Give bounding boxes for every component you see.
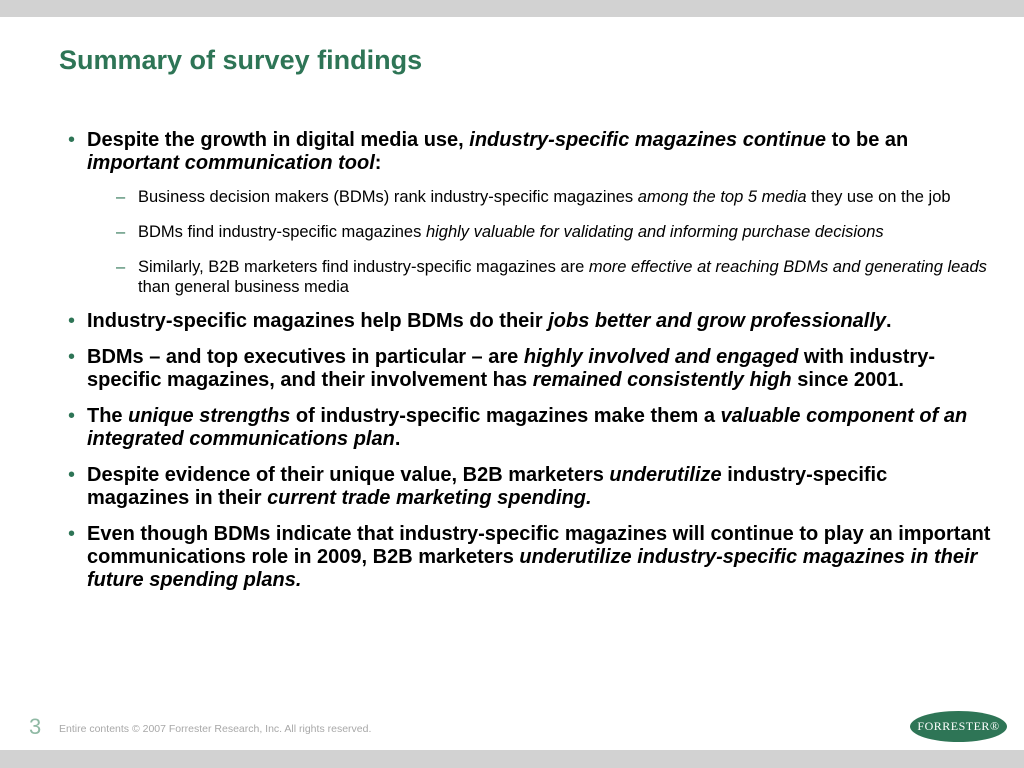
emphasis-text: underutilize xyxy=(609,464,722,486)
bullet-item xyxy=(68,129,993,297)
bullet-list xyxy=(68,129,993,605)
bullet-text xyxy=(87,129,908,174)
text-run: industry-specific magazines in their xyxy=(87,464,888,509)
text-run: since 2001. xyxy=(791,369,904,391)
dash-icon: – xyxy=(116,258,126,276)
bullet-text xyxy=(87,464,887,509)
emphasis-text: highly valuable for validating and informing purchase decisions xyxy=(425,223,884,241)
page-number: 3 xyxy=(29,714,42,739)
bullet-dot-icon: • xyxy=(68,405,76,427)
emphasis-text: unique strengths xyxy=(128,405,291,427)
bullet-dot-icon: • xyxy=(68,523,76,545)
slide xyxy=(0,17,1024,750)
bullet-item xyxy=(68,405,993,451)
text-run: : xyxy=(374,152,382,174)
text-run: BDMs find industry-specific magazines xyxy=(138,223,426,241)
bullet-item xyxy=(68,310,993,333)
text-run: with industry-specific magazines, and their involvement has xyxy=(87,346,935,391)
bullet-dot-icon: • xyxy=(68,464,76,486)
emphasis-text: important communication tool xyxy=(87,152,375,174)
sub-bullet-item xyxy=(68,187,993,207)
slide-title: Summary of survey findings xyxy=(59,45,423,75)
text-run: . xyxy=(394,428,401,450)
sub-bullet-item xyxy=(68,257,993,297)
bullet-text xyxy=(87,523,990,591)
sub-bullet-text xyxy=(138,258,987,296)
forrester-logo: FORRESTER® xyxy=(910,711,1007,742)
dash-icon: – xyxy=(116,188,126,206)
sub-bullet-text xyxy=(138,188,951,206)
emphasis-text: jobs better and grow professionally xyxy=(548,310,887,332)
emphasis-text: current trade marketing spending. xyxy=(267,487,592,509)
text-run: Similarly, B2B marketers find industry-specific magazines are xyxy=(138,258,589,276)
bullet-dot-icon: • xyxy=(68,346,76,368)
bullet-text xyxy=(87,310,892,332)
bullet-item xyxy=(68,523,993,592)
bullet-item xyxy=(68,464,993,510)
sub-bullet-text xyxy=(138,223,884,241)
text-run: Business decision makers (BDMs) rank industry-specific magazines xyxy=(138,188,638,206)
sub-bullet-list xyxy=(68,187,993,297)
emphasis-text: underutilize industry-specific magazines in their future spending plans. xyxy=(87,546,978,591)
bullet-text xyxy=(87,405,967,450)
text-run: than general business media xyxy=(138,278,349,296)
emphasis-text: valuable component of an integrated communications plan xyxy=(87,405,968,450)
bullet-dot-icon: • xyxy=(68,310,76,332)
text-run: they use on the job xyxy=(806,188,951,206)
text-run: Industry-specific magazines help BDMs do their xyxy=(87,310,549,332)
text-run: BDMs – and top executives in particular – are xyxy=(87,346,524,368)
text-run: The xyxy=(87,405,129,427)
sub-bullet-item xyxy=(68,222,993,242)
text-run: Even though BDMs indicate that industry-specific magazines will continue to play an important communications role in 2009, B2B marketers xyxy=(87,523,991,568)
copyright-notice: Entire contents © 2007 Forrester Research, Inc. All rights reserved. xyxy=(59,723,372,735)
emphasis-text: highly involved and engaged xyxy=(523,346,799,368)
text-run: Despite the growth in digital media use, xyxy=(87,129,470,151)
dash-icon: – xyxy=(116,223,126,241)
emphasis-text: more effective at reaching BDMs and generating leads xyxy=(588,258,987,276)
emphasis-text: among the top 5 media xyxy=(637,188,807,206)
emphasis-text: industry-specific magazines continue xyxy=(469,129,827,151)
emphasis-text: remained consistently high xyxy=(532,369,792,391)
bullet-text xyxy=(87,346,935,391)
bullet-dot-icon: • xyxy=(68,129,76,151)
text-run: of industry-specific magazines make them a xyxy=(290,405,721,427)
bullet-item xyxy=(68,346,993,392)
text-run: . xyxy=(886,310,892,332)
text-run: to be an xyxy=(826,129,909,151)
text-run: Despite evidence of their unique value, B2B marketers xyxy=(87,464,610,486)
